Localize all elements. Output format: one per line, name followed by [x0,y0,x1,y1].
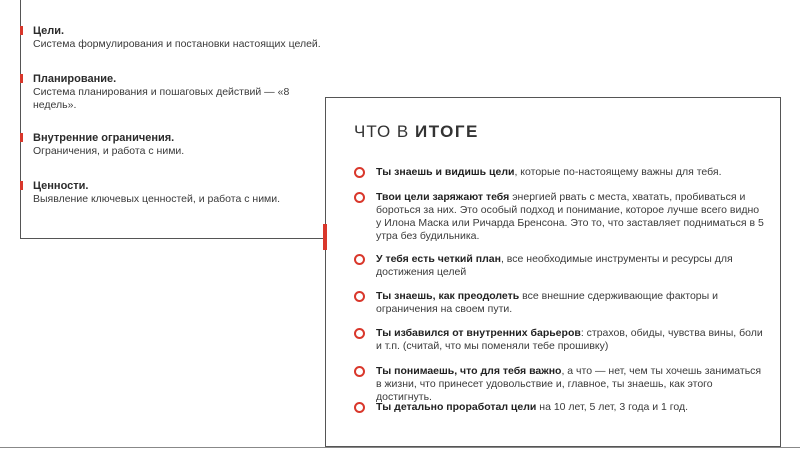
result-bold: Твои цели заряжают тебя [376,191,510,203]
module-title: Внутренние ограничения. [33,132,175,144]
module-goals [33,24,323,51]
result-item [354,327,764,353]
accent-marker [20,181,23,190]
result-item [354,166,764,179]
circle-bullet-icon [354,192,365,203]
page-divider [0,447,800,448]
circle-bullet-icon [354,254,365,265]
result-text: , которые по-настоящему важны для тебя. [514,166,722,178]
result-text: : страхов, обиды, чувства вины, боли и т.п. (считай, что мы поменяли тебе прошивку) [376,327,763,352]
circle-bullet-icon [354,366,365,377]
accent-marker [20,74,23,83]
module-title: Планирование. [33,73,117,85]
circle-bullet-icon [354,291,365,302]
module-title: Ценности. [33,180,89,192]
result-item [354,191,764,243]
result-item [354,253,764,279]
result-item [354,365,764,404]
heading-bold: ИТОГЕ [414,122,479,141]
accent-marker [323,224,327,250]
result-text: на 10 лет, 5 лет, 3 года и 1 год. [536,401,689,413]
result-text: энергией рвать с места, хватать, пробиваться и бороться за них. Это особый подход и понимание, которое лучше всего видно у Илона Маска или Ричарда Бренсона. Это то, что заставляет подниматься в 5 утра без будильника. [376,191,764,242]
module-description: Ограничения, и работа с ними. [33,145,185,157]
result-text: , все необходимые инструменты и ресурсы для достижения целей [376,253,733,278]
result-bold: У тебя есть четкий план [376,253,501,265]
module-description: Система планирования и пошаговых действий — «8 недель». [33,86,290,111]
result-bold: Ты детально проработал цели [376,401,537,413]
module-values [33,179,323,206]
result-bold: Ты избавился от внутренних барьеров [376,327,581,339]
accent-marker [20,133,23,142]
results-card [325,97,781,447]
module-title: Цели. [33,25,65,37]
module-description: Выявление ключевых ценностей, и работа с ними. [33,193,281,205]
results-heading [354,122,479,142]
accent-marker [20,26,23,35]
result-item [354,401,764,414]
module-limits [33,131,323,158]
circle-bullet-icon [354,167,365,178]
heading-light: ЧТО В [354,122,410,141]
result-bold: Ты знаешь, как преодолеть [376,290,520,302]
circle-bullet-icon [354,328,365,339]
module-planning [33,72,323,112]
modules-card [20,0,325,239]
circle-bullet-icon [354,402,365,413]
result-item [354,290,764,316]
module-description: Система формулирования и постановки настоящих целей. [33,38,321,50]
result-text: все внешние сдерживающие факторы и ограничения на своем пути. [376,290,718,315]
result-text: , а что — нет, чем ты хочешь заниматься в жизни, что принесет удовольствие и, главное, ты знаешь, как этого достигнуть. [376,365,762,403]
result-bold: Ты знаешь и видишь цели [376,166,515,178]
result-bold: Ты понимаешь, что для тебя важно [376,365,562,377]
